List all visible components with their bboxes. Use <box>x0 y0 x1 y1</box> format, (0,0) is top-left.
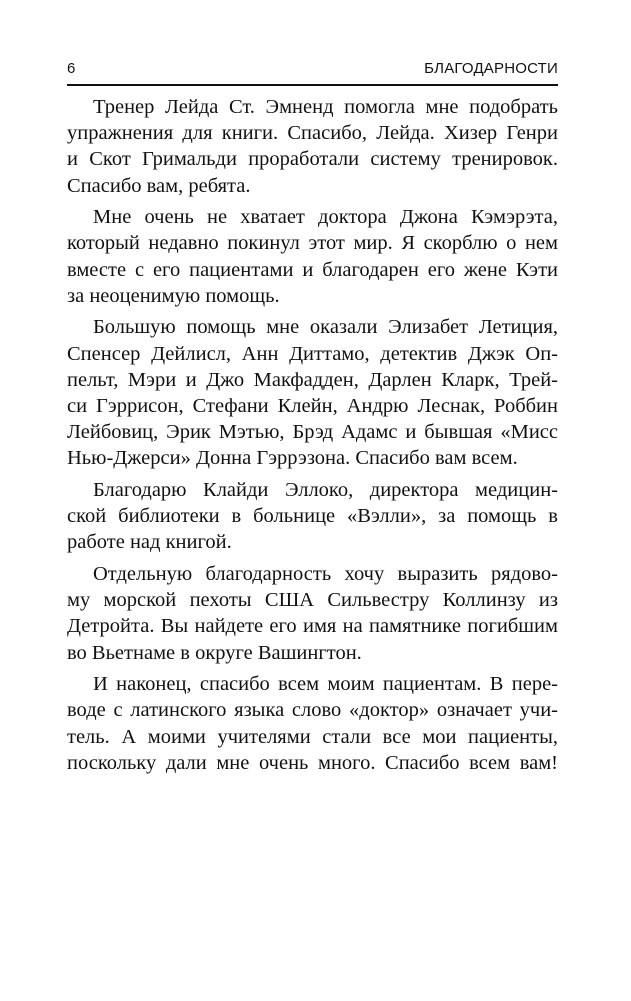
text-line: работе над книгой. <box>67 531 232 554</box>
body-text <box>67 94 558 781</box>
text-line: упражнения для книги. Спасибо, Лейда. Хизер Генри <box>67 122 558 145</box>
paragraph <box>67 561 558 666</box>
paragraph <box>67 204 558 309</box>
text-line: воде с латинского языка слово «доктор» означает учи- <box>67 699 558 722</box>
text-line: Лейбовиц, Эрик Мэтью, Брэд Адамс и бывшая «Мисс <box>67 421 558 444</box>
text-line: Нью-Джерси» Донна Гэррэзона. Спасибо вам всем. <box>67 447 518 470</box>
text-line: Спасибо вам, ребята. <box>67 174 251 197</box>
text-line: Большую помощь мне оказали Элизабет Летиция, <box>93 316 558 339</box>
text-line: поскольку дали мне очень много. Спасибо всем вам! <box>67 751 558 774</box>
text-line: И наконец, спасибо всем моим пациентам. В пере- <box>93 673 558 696</box>
paragraph <box>67 671 558 776</box>
running-header <box>67 58 558 86</box>
paragraph <box>67 94 558 199</box>
page-number: 6 <box>67 60 76 77</box>
text-line: тель. А моими учителями стали все мои пациенты, <box>67 725 558 748</box>
text-line: пельт, Мэри и Джо Макфадден, Дарлен Кларк, Трей- <box>67 368 558 391</box>
text-line: который недавно покинул этот мир. Я скорблю о нем <box>67 232 558 255</box>
text-line: Тренер Лейда Ст. Эмненд помогла мне подобрать <box>93 96 558 118</box>
section-title: БЛАГОДАРНОСТИ <box>424 60 558 77</box>
text-line: си Гэррисон, Стефани Клейн, Андрю Леснак, Роббин <box>67 395 558 418</box>
text-line: во Вьетнаме в округе Вашингтон. <box>67 641 362 664</box>
text-line: му морской пехоты США Сильвестру Коллинзу из <box>67 589 558 612</box>
text-line: вместе с его пациентами и благодарен его жене Кэти <box>67 258 558 281</box>
text-line: Благодарю Клайди Эллоко, директора медицин- <box>93 479 558 502</box>
paragraph <box>67 477 558 556</box>
text-line: Детройта. Вы найдете его имя на памятнике погибшим <box>67 615 558 638</box>
text-line: Спенсер Дейлисл, Анн Диттамо, детектив Джэк Оп- <box>67 342 558 365</box>
text-line: Отдельную благодарность хочу выразить рядово- <box>93 563 558 586</box>
text-line: за неоценимую помощь. <box>67 284 280 307</box>
paragraph <box>67 314 558 471</box>
text-line: и Скот Гримальди проработали систему тренировок. <box>67 148 558 171</box>
text-line: ской библиотеки в больнице «Вэлли», за помощь в <box>67 505 558 528</box>
text-line: Мне очень не хватает доктора Джона Кэмэрэта, <box>93 206 558 229</box>
